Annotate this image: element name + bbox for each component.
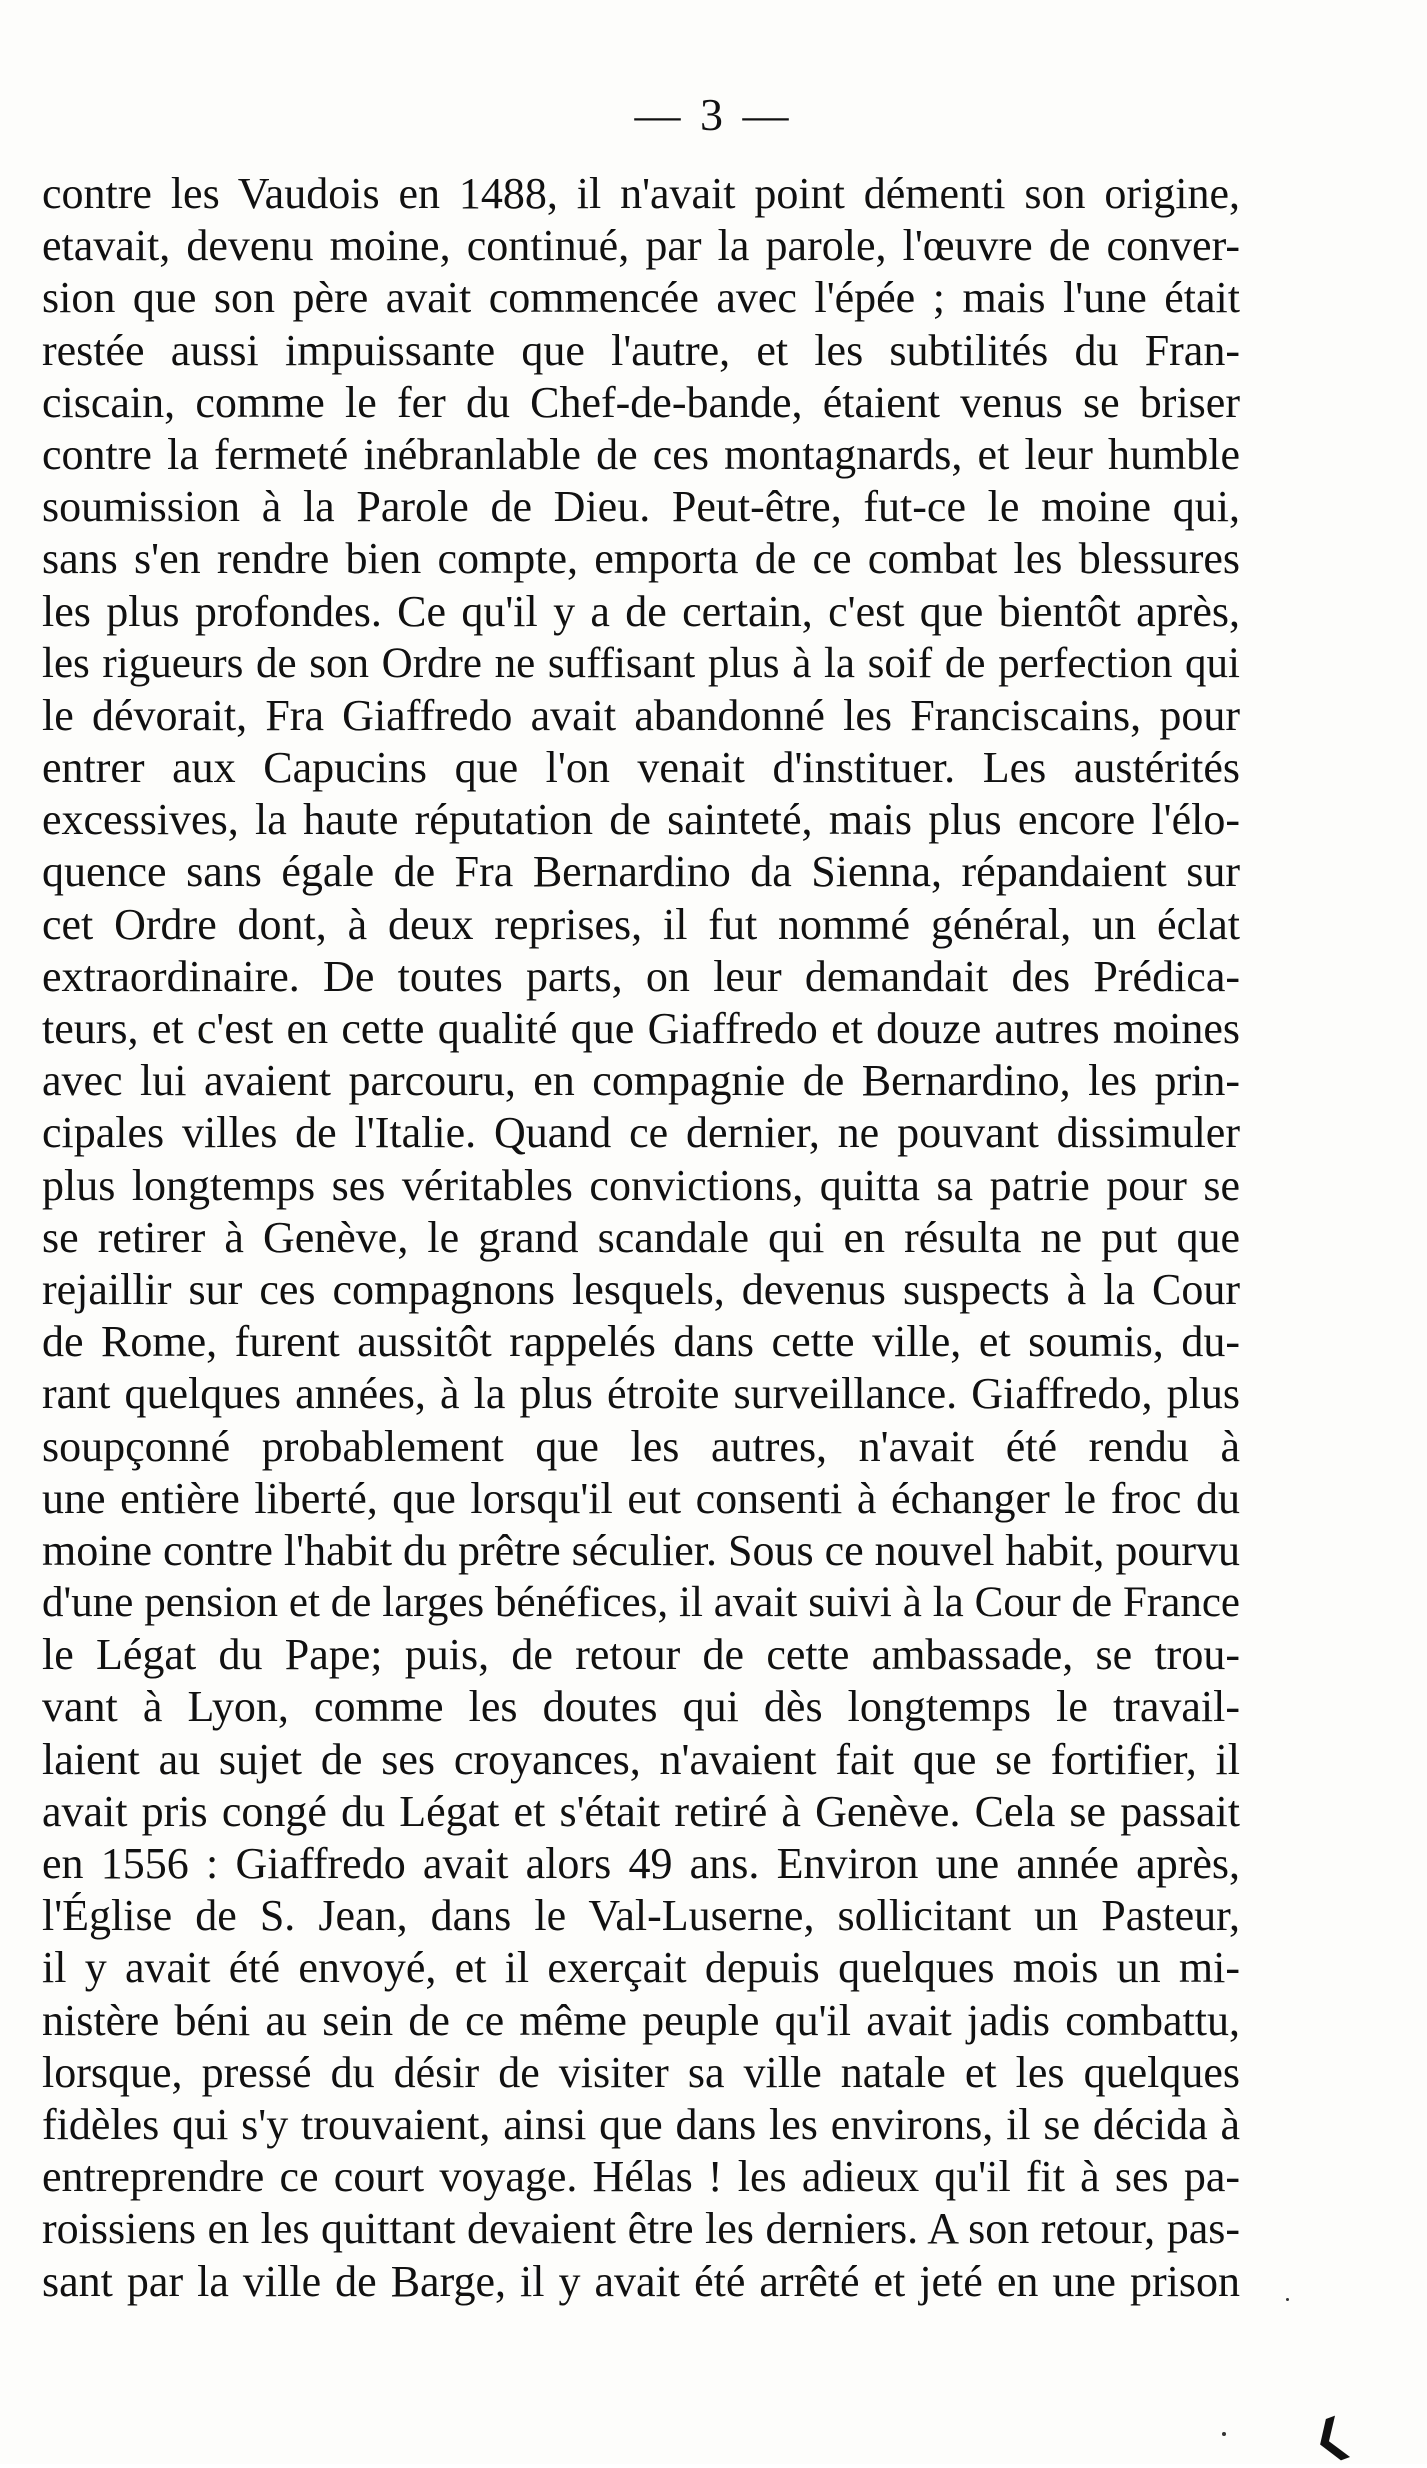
text-line: avait pris congé du Légat et s'était retiré à Genève. Cela se passait <box>42 1786 1240 1836</box>
text-line: nistère béni au sein de ce même peuple qu'il avait jadis combattu, <box>42 1995 1240 2045</box>
ink-speck-icon <box>1222 2432 1226 2436</box>
text-line: plus longtemps ses véritables convictions, quitta sa patrie pour se <box>42 1160 1240 1210</box>
text-line: moine contre l'habit du prêtre séculier. Sous ce nouvel habit, pourvu <box>42 1525 1240 1575</box>
text-line: roissiens en les quittant devaient être les derniers. A son retour, pas- <box>42 2204 1240 2254</box>
text-line: contre les Vaudois en 1488, il n'avait point démenti son origine, <box>42 169 1240 218</box>
ink-speck-icon <box>1286 2298 1289 2301</box>
text-line: etavait, devenu moine, continué, par la parole, l'œuvre de conver- <box>42 221 1240 271</box>
text-line: teurs, et c'est en cette qualité que Giaffredo et douze autres moines <box>42 1004 1240 1053</box>
text-line: laient au sujet de ses croyances, n'avaient fait que se fortifier, il <box>42 1734 1240 1784</box>
text-line: extraordinaire. De toutes parts, on leur demandait des Prédica- <box>42 951 1240 1001</box>
text-line: restée aussi impuissante que l'autre, et les subtilités du Fran- <box>42 325 1240 375</box>
text-line: cipales villes de l'Italie. Quand ce dernier, ne pouvant dissimuler <box>42 1108 1240 1158</box>
body-text <box>42 168 1240 2308</box>
text-line: entreprendre ce court voyage. Hélas ! les adieux qu'il fit à ses pa- <box>42 2152 1240 2202</box>
text-line: excessives, la haute réputation de sainteté, mais plus encore l'élo- <box>42 795 1240 845</box>
text-line: l'Église de S. Jean, dans le Val-Luserne, sollicitant un Pasteur, <box>42 1891 1240 1941</box>
ink-smudge-icon: ❮ <box>1304 2407 1357 2468</box>
text-line: soumission à la Parole de Dieu. Peut-être, fut-ce le moine qui, <box>42 482 1240 532</box>
text-line: sant par la ville de Barge, il y avait été arrêté et jeté en une prison <box>42 2256 1240 2306</box>
text-line: sans s'en rendre bien compte, emporta de ce combat les blessures <box>42 534 1240 584</box>
text-line: le Légat du Pape; puis, de retour de cette ambassade, se trou- <box>42 1630 1240 1680</box>
text-line: soupçonné probablement que les autres, n'avait été rendu à <box>42 1421 1240 1471</box>
text-line: vant à Lyon, comme les doutes qui dès longtemps le travail- <box>42 1682 1240 1732</box>
text-line: cet Ordre dont, à deux reprises, il fut nommé général, un éclat <box>42 899 1240 949</box>
text-line: d'une pension et de larges bénéfices, il avait suivi à la Cour de France <box>42 1579 1240 1627</box>
page-number: — 3 — <box>634 89 793 140</box>
text-line: le dévorait, Fra Giaffredo avait abandonné les Franciscains, pour <box>42 690 1240 740</box>
text-line: lorsque, pressé du désir de visiter sa ville natale et les quelques <box>42 2047 1240 2097</box>
text-line: de Rome, furent aussitôt rappelés dans cette ville, et soumis, du- <box>42 1317 1240 1367</box>
text-line: une entière liberté, que lorsqu'il eut consenti à échanger le froc du <box>42 1473 1240 1523</box>
text-line: sion que son père avait commencée avec l'épée ; mais l'une était <box>42 273 1240 323</box>
text-line: il y avait été envoyé, et il exerçait depuis quelques mois un mi- <box>42 1943 1240 1993</box>
text-line: se retirer à Genève, le grand scandale qui en résulta ne put que <box>42 1212 1240 1262</box>
text-line: les plus profondes. Ce qu'il y a de certain, c'est que bientôt après, <box>42 586 1240 636</box>
text-line: quence sans égale de Fra Bernardino da Sienna, répandaient sur <box>42 847 1240 897</box>
text-line: rejaillir sur ces compagnons lesquels, devenus suspects à la Cour <box>42 1264 1240 1314</box>
text-line: contre la fermeté inébranlable de ces montagnards, et leur humble <box>42 429 1240 479</box>
text-line: en 1556 : Giaffredo avait alors 49 ans. Environ une année après, <box>42 1839 1240 1888</box>
text-line: ciscain, comme le fer du Chef-de-bande, étaient venus se briser <box>42 377 1240 427</box>
text-line: entrer aux Capucins que l'on venait d'instituer. Les austérités <box>42 743 1240 793</box>
text-line: rant quelques années, à la plus étroite surveillance. Giaffredo, plus <box>42 1369 1240 1419</box>
text-line: avec lui avaient parcouru, en compagnie de Bernardino, les prin- <box>42 1056 1240 1106</box>
text-line: les rigueurs de son Ordre ne suffisant plus à la soif de perfection qui <box>42 639 1240 687</box>
text-line: fidèles qui s'y trouvaient, ainsi que dans les environs, il se décida à <box>42 2099 1240 2149</box>
